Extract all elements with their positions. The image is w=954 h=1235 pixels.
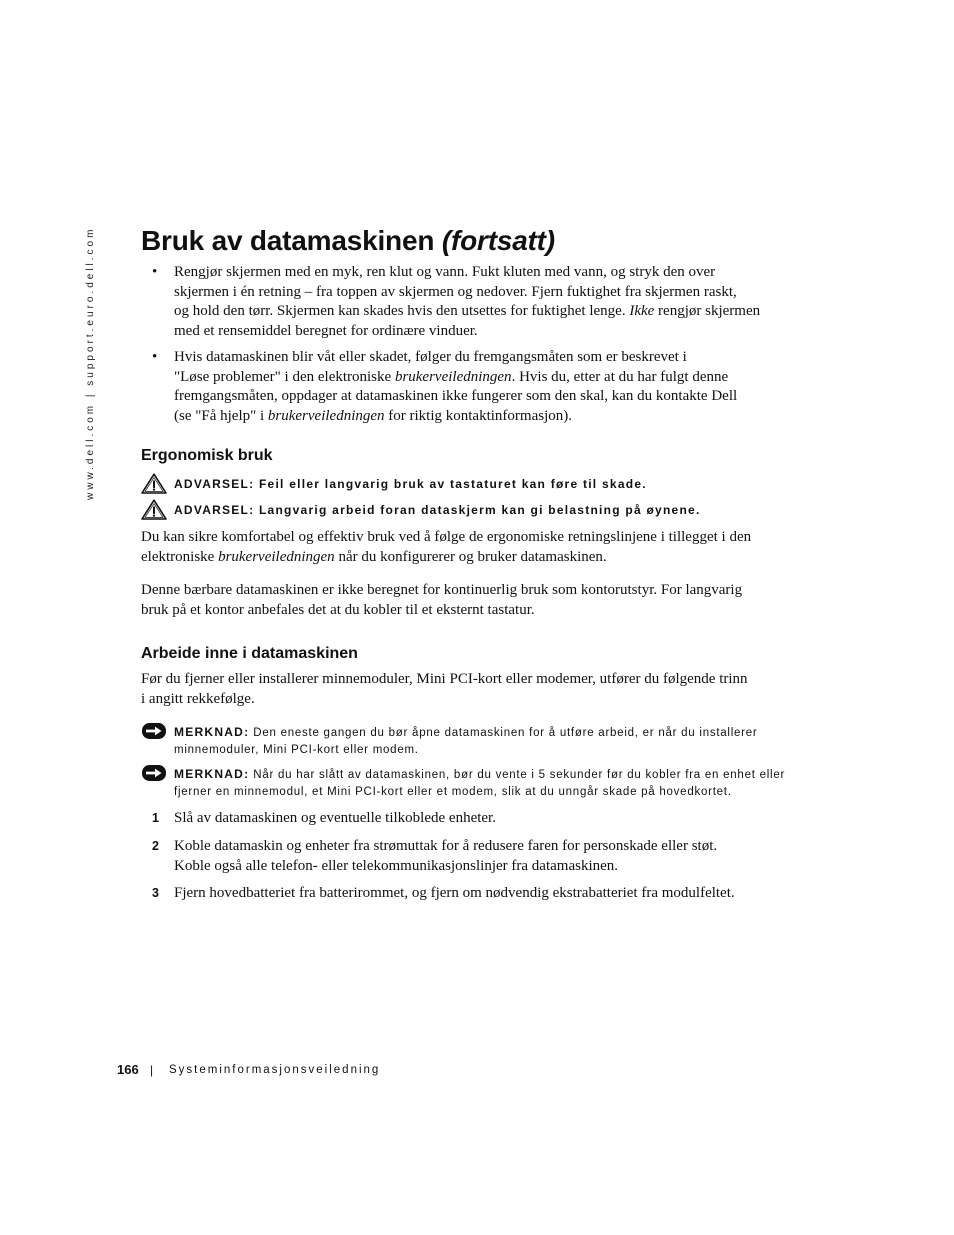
step-text	[174, 809, 496, 829]
section-heading-inside: Arbeide inne i datamaskinen	[141, 645, 358, 662]
text-run: Hvis datamaskinen blir våt eller skadet, følger du fremgangsmåten som er beskrevet i	[174, 349, 687, 365]
text-run: rengjør skjermen	[654, 303, 761, 319]
text-line	[174, 766, 785, 784]
section-heading-ergonomics: Ergonomisk bruk	[141, 447, 273, 464]
note-arrow-icon	[141, 722, 167, 745]
title-continued: (fortsatt)	[441, 225, 555, 256]
note-arrow-icon	[141, 764, 167, 787]
emphasis-text: brukerveiledningen	[267, 407, 385, 424]
list-item-text	[174, 348, 737, 426]
text-line: bruk på et kontor anbefales det at du kobler til et eksternt tastatur.	[141, 601, 535, 618]
step-item	[152, 809, 496, 829]
step-text	[174, 884, 735, 904]
warning-triangle-icon	[141, 473, 167, 499]
step-number: 1	[152, 811, 159, 825]
text-run: "Løse problemer" i den elektroniske	[174, 368, 395, 385]
warning-triangle-icon	[141, 499, 167, 525]
list-item-text	[174, 263, 760, 341]
text-line: Koble også alle telefon- eller telekommunikasjonslinjer fra datamaskinen.	[174, 857, 619, 874]
text-line	[174, 283, 760, 303]
text-run: . Hvis du, etter at du har fulgt denne	[511, 368, 729, 385]
paragraph	[141, 581, 742, 620]
warning-text	[174, 502, 701, 518]
note-label: MERKNAD:	[174, 767, 250, 781]
text-line	[174, 724, 758, 742]
note-message: Når du har slått av datamaskinen, bør du vente i 5 sekunder før du kobler fra en enhet eller	[253, 769, 786, 781]
text-run: og hold den tørr. Skjermen kan skades hvis den utsettes for fuktighet lenge.	[174, 303, 630, 319]
text-line: minnemoduler, Mini PCI-kort eller modem.	[174, 744, 419, 756]
step-number: 2	[152, 839, 159, 853]
text-line: Fjern hovedbatteriet fra batterirommet, og fjern om nødvendig ekstrabatteriet fra modulfeltet.	[174, 885, 735, 901]
text-line: Slå av datamaskinen og eventuelle tilkoblede enheter.	[174, 810, 496, 826]
text-run: for riktig kontaktinformasjon).	[384, 407, 572, 424]
footer-document-title: Systeminformasjonsveiledning	[169, 1064, 381, 1076]
page-number: 166	[117, 1062, 139, 1077]
step-number: 3	[152, 886, 159, 900]
text-run: (se "Få hjelp" i	[174, 407, 268, 424]
warning-message: Langvarig arbeid foran dataskjerm kan gi belastning på øynene.	[258, 503, 701, 517]
text-run: elektroniske	[141, 548, 219, 565]
paragraph	[141, 528, 751, 567]
text-run: når du konfigurerer og bruker datamaskinen.	[334, 548, 607, 565]
note-message: Den eneste gangen du bør åpne datamaskinen for å utføre arbeid, er når du installerer	[253, 727, 758, 739]
warning-message: Feil eller langvarig bruk av tastaturet kan føre til skade.	[258, 477, 647, 491]
emphasis-text: Ikke	[629, 303, 655, 319]
text-line	[141, 528, 751, 548]
list-item	[152, 348, 737, 426]
page-title	[141, 224, 555, 258]
text-line	[141, 548, 751, 568]
text-run: Du kan sikre komfortabel og effektiv bruk ved å følge de ergonomiske retningslinjene i tillegget i den	[141, 529, 752, 545]
text-line	[174, 368, 737, 388]
text-line	[174, 348, 737, 368]
text-line	[174, 322, 760, 342]
text-line: Denne bærbare datamaskinen er ikke beregnet for kontinuerlig bruk som kontorutstyr. For langvarig	[141, 582, 743, 598]
step-text	[174, 837, 717, 876]
note-label: MERKNAD:	[174, 725, 250, 739]
text-line: Før du fjerner eller installerer minnemoduler, Mini PCI-kort eller modemer, utfører du følgende trinn	[141, 671, 748, 687]
list-item	[152, 263, 760, 341]
bullet-marker: •	[152, 264, 158, 280]
text-line: Koble datamaskin og enheter fra strømuttak for å redusere faren for personskade eller støt.	[174, 838, 718, 854]
title-main: Bruk av datamaskinen	[141, 225, 435, 256]
note-text	[174, 724, 758, 759]
text-run: skjermen i én retning – fra toppen av skjermen og nedover. Fjern fuktighet fra skjermen raskt,	[174, 283, 737, 300]
text-line	[174, 407, 737, 427]
text-line: fjerner en minnemodul, et Mini PCI-kort eller et modem, slik at du unngår skade på hovedkortet.	[174, 786, 732, 798]
bullet-marker: •	[152, 349, 158, 365]
text-run: Rengjør skjermen med en myk, ren klut og vann. Fukt kluten med vann, og stryk den over	[174, 264, 716, 280]
note-text	[174, 766, 785, 801]
warning-label: ADVARSEL:	[174, 477, 255, 491]
step-item	[152, 837, 717, 876]
footer-separator: |	[150, 1063, 154, 1077]
text-line	[174, 263, 760, 283]
emphasis-text: brukerveiledningen	[218, 548, 335, 565]
warning-label: ADVARSEL:	[174, 503, 255, 517]
side-url-text: www.dell.com | support.euro.dell.com	[85, 226, 96, 500]
emphasis-text: brukerveiledningen	[394, 368, 512, 385]
text-run: fremgangsmåten, oppdager at datamaskinen ikke fungerer som den skal, kan du kontakte Dell	[174, 388, 738, 404]
step-item	[152, 884, 735, 904]
warning-text	[174, 476, 647, 492]
paragraph	[141, 670, 748, 709]
text-line: i angitt rekkefølge.	[141, 690, 255, 707]
text-line	[174, 302, 760, 322]
text-run: med et rensemiddel beregnet for ordinære vinduer.	[174, 322, 478, 339]
text-line	[174, 387, 737, 407]
page-footer	[0, 1062, 954, 1078]
